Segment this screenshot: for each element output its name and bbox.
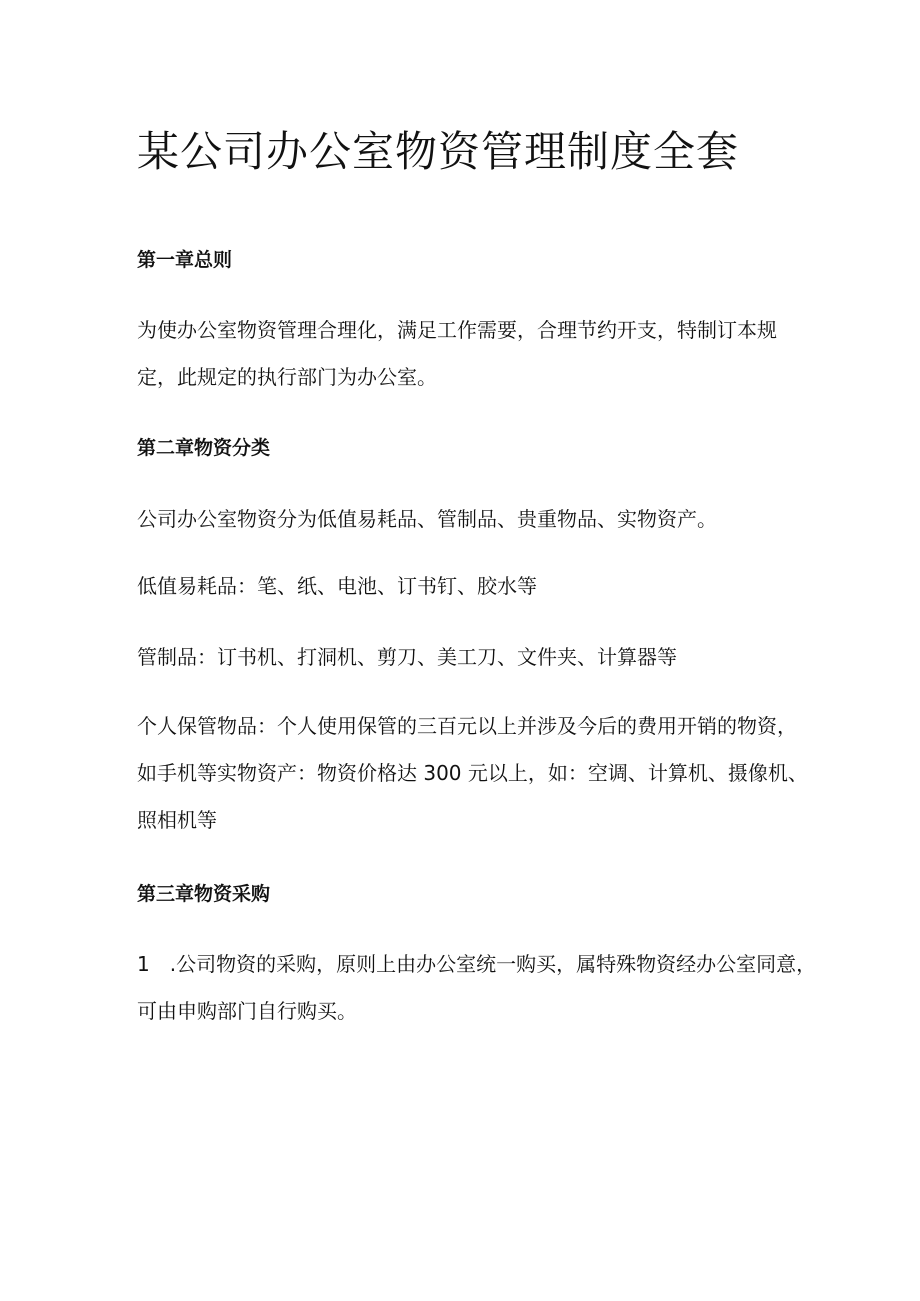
chapter-1-heading: 第一章总则 [137,249,233,271]
paragraph-line: 照相机等 [137,808,217,832]
paragraph-line: 可由申购部门自行购买。 [137,999,357,1023]
chapter-3-paragraph-procurement [137,941,817,1035]
paragraph-line: 为使办公室物资管理合理化，满足工作需要，合理节约开支，特制订本规 [137,318,777,342]
chapter-3-heading: 第三章物资采购 [137,883,271,905]
paragraph-line: 1 .公司物资的采购，原则上由办公室统一购买，属特殊物资经办公室同意， [137,952,817,976]
chapter-1-paragraph [137,307,817,401]
document-title: 某公司办公室物资管理制度全套 [137,127,740,176]
paragraph-line: 个人保管物品：个人使用保管的三百元以上并涉及今后的费用开销的物资， [137,714,797,738]
chapter-2-paragraph-controlled-items: 管制品：订书机、打洞机、剪刀、美工刀、文件夹、计算器等 [137,645,677,669]
chapter-2-paragraph-consumables: 低值易耗品：笔、纸、电池、订书钉、胶水等 [137,574,537,598]
chapter-2-paragraph-categories: 公司办公室物资分为低值易耗品、管制品、贵重物品、实物资产。 [137,507,717,531]
chapter-2-paragraph-personal-items [137,703,817,844]
chapter-2-heading: 第二章物资分类 [137,437,271,459]
paragraph-line: 定，此规定的执行部门为办公室。 [137,365,437,389]
paragraph-line: 如手机等实物资产：物资价格达 300 元以上，如：空调、计算机、摄像机、 [137,761,808,785]
